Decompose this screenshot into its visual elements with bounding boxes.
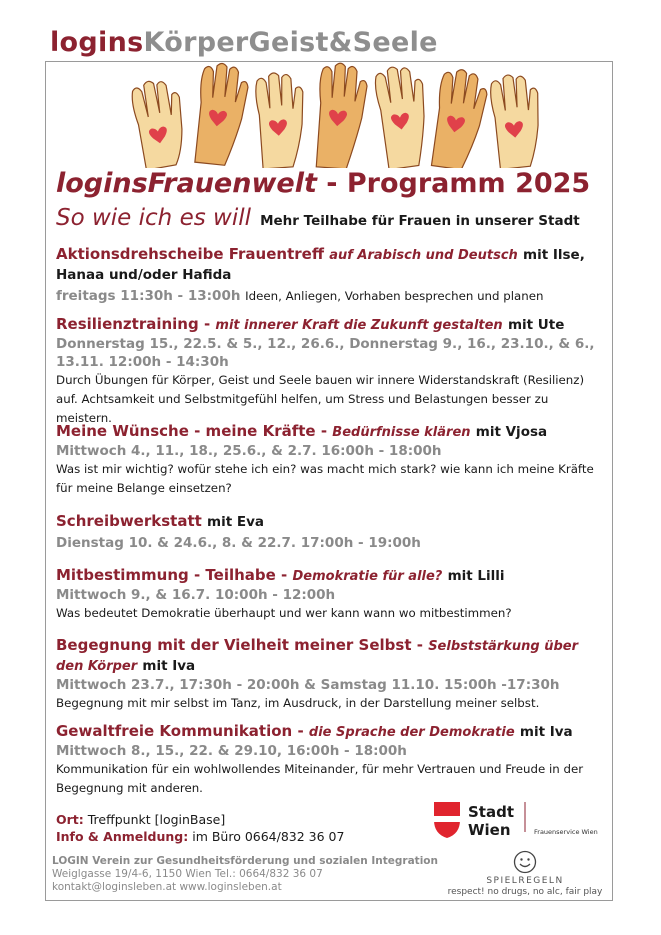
- program-item-with: mit Iva: [142, 658, 196, 674]
- program-item-desc: Begegnung mit mir selbst im Tanz, im Ausdruck, in der Darstellung meiner selbst.: [56, 696, 540, 710]
- program-item-heading: [56, 722, 601, 742]
- title-rest: - Programm 2025: [316, 168, 591, 199]
- smiley-icon: [513, 850, 537, 874]
- program-item-kommunikation: [56, 722, 601, 798]
- anmeldung-label: Info & Anmeldung:: [56, 829, 189, 844]
- stadt-line1: Stadt: [468, 803, 515, 821]
- spielregeln-text: respect! no drugs, no alc, fair play: [447, 887, 603, 897]
- program-item-mitbestimmung: [56, 566, 601, 623]
- program-item-italic: Bedürfnisse klären: [332, 425, 471, 440]
- program-item-title: Aktionsdrehscheibe Frauentreff: [56, 245, 324, 263]
- ort-line: [56, 811, 344, 828]
- program-item-heading: [56, 636, 601, 676]
- spielregeln: [440, 876, 610, 898]
- page-title: [56, 168, 590, 199]
- program-item-desc: Kommunikation für ein wohlwollendes Miteinander, für mehr Vertrauen und Freude in der Begegnung mit anderen.: [56, 762, 584, 795]
- ort-label: Ort:: [56, 812, 84, 827]
- program-item-dates: Mittwoch 23.7., 17:30h - 20:00h & Samstag 11.10. 15:00h -17:30h: [56, 677, 560, 693]
- program-item-title: Resilienztraining -: [56, 315, 211, 333]
- program-item-italic: mit innerer Kraft die Zukunft gestalten: [215, 318, 503, 333]
- program-item-dates: Mittwoch 9., & 16.7. 10:00h - 12:00h: [56, 587, 336, 603]
- program-item-dates: Dienstag 10. & 24.6., 8. & 22.7. 17:00h - 19:00h: [56, 535, 421, 551]
- program-item-with: mit Lilli: [447, 568, 505, 584]
- program-item-resilienz: [56, 315, 601, 428]
- footer-address: Weiglgasse 19/4-6, 1150 Wien Tel.: 0664/832 36 07: [52, 868, 323, 880]
- program-item-desc: Was bedeutet Demokratie überhaupt und wer kann wann wo mitbestimmen?: [56, 606, 512, 620]
- program-item-italic: die Sprache der Demokratie: [308, 725, 515, 740]
- program-item-date-text: freitags 11:30h - 13:00h: [56, 288, 241, 304]
- program-item-frauentreff: [56, 245, 601, 306]
- anmeldung-line: [56, 828, 344, 845]
- hand-2-icon: [193, 62, 250, 167]
- program-item-title: Schreibwerkstatt: [56, 512, 202, 530]
- program-item-heading: [56, 422, 601, 442]
- program-item-with: mit Iva: [519, 724, 573, 740]
- brand-logo: [50, 27, 438, 58]
- program-item-title: Begegnung mit der Vielheit meiner Selbst -: [56, 636, 423, 654]
- program-item-desc: Durch Übungen für Körper, Geist und Seele bauen wir innere Widerstandskraft (Resilienz) auf. Achtsamkeit und Selbstmitgefühl helfen, um Stress und Belastungen besser zu meistern.: [56, 373, 585, 425]
- program-item-title: Mitbestimmung - Teilhabe -: [56, 566, 288, 584]
- program-item-italic: Selbststärkung über den Körper: [56, 639, 578, 674]
- program-item-dates: Donnerstag 15., 22.5. & 5., 12., 26.6., Donnerstag 9., 16., 23.10., & 6., 13.11. 12:00h - 14:30h: [56, 336, 595, 370]
- program-item-dates: [56, 287, 601, 306]
- program-item-wuensche: [56, 422, 601, 498]
- hand-3-icon: [254, 71, 308, 168]
- program-item-inline-desc: Ideen, Anliegen, Vorhaben besprechen und planen: [245, 289, 544, 303]
- program-item-title: Gewaltfreie Kommunikation -: [56, 722, 304, 740]
- program-item-with: mit Vjosa: [475, 424, 548, 440]
- hand-6-icon: [429, 67, 489, 168]
- hand-1-icon: [129, 77, 190, 168]
- raised-hands-illustration: [110, 62, 550, 168]
- hand-4-icon: [314, 62, 368, 168]
- hand-7-icon: [489, 72, 545, 168]
- ort-value: Treffpunkt [loginBase]: [87, 812, 226, 827]
- brand-part1: logins: [50, 27, 144, 58]
- subtitle: [56, 205, 580, 231]
- stadt-wien-logo: [432, 800, 602, 840]
- location-info: [56, 811, 344, 845]
- program-item-schreibwerkstatt: [56, 512, 601, 552]
- program-item-dates: Mittwoch 8., 15., 22. & 29.10, 16:00h - 18:00h: [56, 743, 407, 759]
- program-item-title: Meine Wünsche - meine Kräfte -: [56, 422, 328, 440]
- title-brand: loginsFrauenwelt: [56, 168, 317, 199]
- program-item-vielheit: [56, 636, 601, 713]
- program-item-heading: [56, 512, 601, 531]
- hand-5-icon: [373, 63, 434, 168]
- program-item-heading: [56, 245, 601, 284]
- subtitle-big: So wie ich es will: [56, 205, 251, 231]
- program-item-heading: [56, 315, 601, 335]
- brand-part2: KörperGeist&Seele: [143, 27, 438, 58]
- footer: [52, 855, 438, 894]
- stadt-line2: Wien: [468, 821, 511, 839]
- program-item-heading: [56, 566, 601, 586]
- program-item-with: mit Eva: [207, 514, 265, 530]
- subtitle-small: Mehr Teilhabe für Frauen in unserer Stadt: [260, 213, 580, 229]
- footer-org: LOGIN Verein zur Gesundheitsförderung und sozialen Integration: [52, 855, 438, 867]
- spielregeln-title: SPIELREGELN: [486, 876, 564, 886]
- stadt-service: Frauenservice Wien: [534, 828, 598, 836]
- program-item-with: mit Ute: [507, 317, 565, 333]
- anmeldung-value: im Büro 0664/832 36 07: [192, 829, 345, 844]
- program-item-with: mit Ilse, Hanaa und/oder Hafida: [56, 247, 585, 283]
- footer-contact: kontakt@loginsleben.at www.loginsleben.at: [52, 881, 282, 893]
- program-item-dates: Mittwoch 4., 11., 18., 25.6., & 2.7. 16:00h - 18:00h: [56, 443, 442, 459]
- program-item-desc: Was ist mir wichtig? wofür stehe ich ein? was macht mich stark? wie kann ich meine Kräfte für meine Belange einsetzen?: [56, 462, 594, 495]
- program-item-italic: Demokratie für alle?: [292, 569, 443, 584]
- program-item-italic: auf Arabisch und Deutsch: [329, 248, 518, 263]
